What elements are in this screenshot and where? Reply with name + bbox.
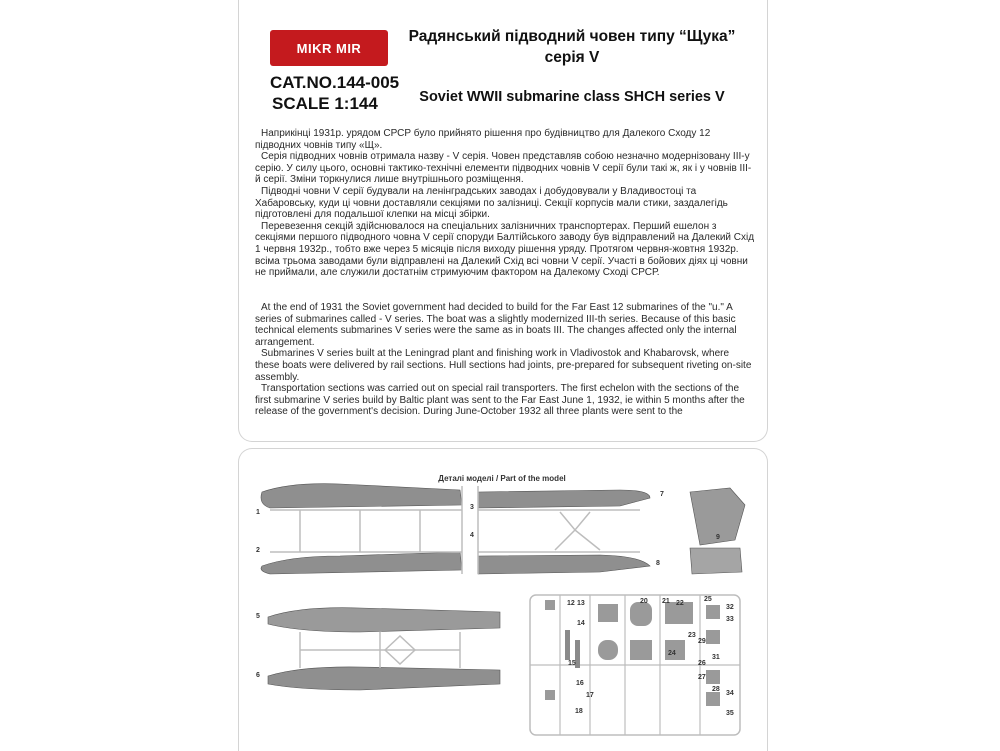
part-number: 7 (660, 491, 664, 498)
part-number: 3 (470, 504, 474, 511)
part-number: 23 (688, 632, 696, 639)
paragraph: Submarines V series built at the Leningrad plant and finishing work in Vladivostok and Khabarovsk, where these boats were delivered by rail sections. Hull sections had joints, pre-prepared for subsequent riveting on-site assembly. (255, 348, 752, 383)
part-number: 2 (256, 547, 260, 554)
part-number: 12 (567, 600, 575, 607)
part-number: 26 (698, 660, 706, 667)
model-scale: SCALE 1:144 (272, 94, 378, 113)
part-number: 24 (668, 650, 676, 657)
sprue-frame-bottom (300, 632, 460, 668)
part-number: 5 (256, 613, 260, 620)
title-english: Soviet WWII submarine class SHCH series V (419, 89, 725, 105)
part-number: 22 (676, 600, 684, 607)
title-ua-line2: серія V (544, 49, 600, 66)
title-ua-line1: Радянський підводний човен типу “Щука” (408, 28, 736, 45)
part-number: 16 (576, 680, 584, 687)
hull-part-1 (261, 484, 462, 508)
part-number: 9 (716, 534, 720, 541)
part-number: 4 (470, 532, 474, 539)
part-number: 35 (726, 710, 734, 717)
paragraph: Наприкінці 1931р. урядом СРСР було прийнято рішення про будівництво для Далекого Сходу 12 підводних човнів типу «Щ». (255, 128, 711, 151)
paragraph: Transportation sections was carried out on special rail transporters. The first echelon with the sections of the first submarine V series build by Baltic plant was sent to the Far East June 1, 1932, ie within 5 months after the release of the government's decision. During June-October 1932 all three plants were sent to the (255, 383, 745, 418)
part-number: 34 (726, 690, 734, 697)
paragraph: Підводні човни V серії будували на ленінградських заводах і добудовували у Владивостоці та Хабаровську, куди ці човни доставляли секціями по залізниці. Секції корпусів мали стики, заздалегідь підготовлені для подальшої клепки на місці збірки. (255, 185, 728, 221)
deck-part-5 (268, 608, 500, 632)
part-number: 29 (698, 638, 706, 645)
part-number: 13 (577, 600, 585, 607)
brand-logo: MIKR MIR (270, 30, 388, 66)
paragraph: At the end of 1931 the Soviet government had decided to build for the Far East 12 submarines of the "u." A series of submarines called - V series. The boat was a slightly modernized III-th series. Because of this basic technical elements submarines V series were the same as in boats III. The changes affected only the internal arrangement. (255, 302, 737, 348)
part-number: 17 (586, 692, 594, 699)
parts-diagram-title: Деталі моделі / Part of the model (438, 474, 566, 483)
part-number: 6 (256, 672, 260, 679)
keel-part-6 (268, 667, 500, 690)
paragraph: Перевезення секцій здійснювалося на спеціальних залізничних транспортерах. Перший ешелон з секціями першого підводного човна V серії споруди Балтійського заводу був відправлений на Далекий Схід 1 червня 1932р., тобто вже через 5 місяців після виходу рішення уряду. Протягом червня-жовтня 1932р. всіма трьома заводами були відправлені на Далекий Схід всі човни V серії. Участі в бойових діях ці човни не приймали, але служили достатнім стримуючим фактором на Далекому Сході СРСР. (255, 220, 755, 279)
hull-part-4 (478, 555, 650, 574)
conning-tower-parts (690, 488, 745, 574)
part-number: 33 (726, 616, 734, 623)
part-number: 15 (568, 660, 576, 667)
part-number: 18 (575, 708, 583, 715)
hull-part-3 (478, 490, 650, 508)
part-number: 14 (577, 620, 585, 627)
part-number: 27 (698, 674, 706, 681)
part-number: 32 (726, 604, 734, 611)
part-number: 25 (704, 596, 712, 603)
hull-part-2 (261, 552, 462, 574)
part-number: 31 (712, 654, 720, 661)
small-parts-sprue (530, 595, 740, 735)
catalog-number: CAT.NO.144-005 (270, 73, 400, 92)
part-number: 28 (712, 686, 720, 693)
part-number: 1 (256, 509, 260, 516)
paragraph: Серія підводних човнів отримала назву - V серія. Човен представляв собою незначно модернізовану III-у серію. У силу цього, основні тактико-технічні елементи підводних човнів V серії були такі ж, як і у човнів III-й серії. Зміни торкнулися лише внутрішнього розміщення. (255, 151, 752, 186)
part-number: 21 (662, 598, 670, 605)
part-number: 8 (656, 560, 660, 567)
part-number: 20 (640, 598, 648, 605)
